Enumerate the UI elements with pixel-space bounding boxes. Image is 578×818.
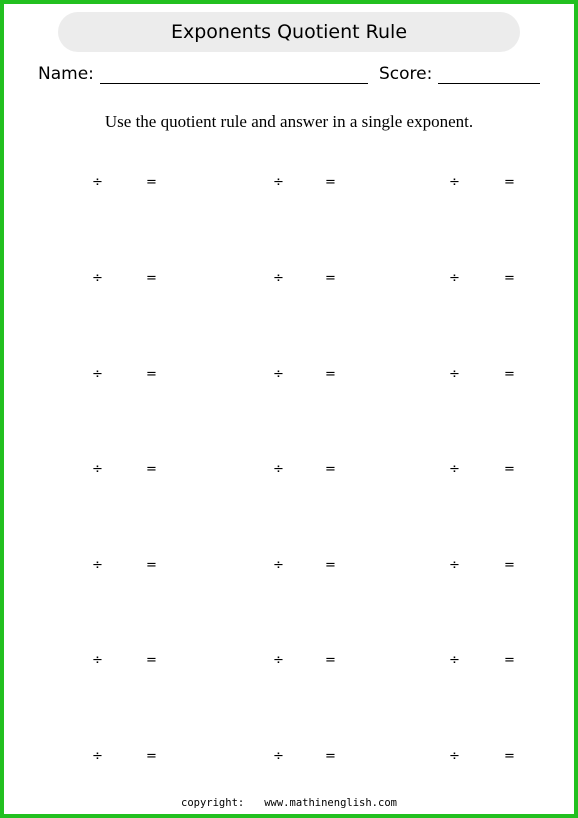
equals-sign: = (504, 653, 515, 668)
equals-sign: = (146, 367, 157, 382)
divide-sign: ÷ (449, 175, 460, 190)
equals-sign: = (504, 271, 515, 286)
divide-sign: ÷ (273, 367, 284, 382)
divide-sign: ÷ (92, 749, 103, 764)
divide-sign: ÷ (273, 749, 284, 764)
equals-sign: = (325, 558, 336, 573)
divide-sign: ÷ (273, 653, 284, 668)
worksheet-title-text: Exponents Quotient Rule (170, 21, 408, 43)
divide-sign: ÷ (273, 558, 284, 573)
worksheet-title (58, 12, 520, 52)
equals-sign: = (146, 462, 157, 477)
score-field[interactable] (379, 62, 540, 84)
divide-sign: ÷ (273, 462, 284, 477)
equals-sign: = (325, 653, 336, 668)
equals-sign: = (325, 749, 336, 764)
instructions: Use the quotient rule and answer in a single exponent. (104, 112, 474, 131)
equals-sign: = (325, 271, 336, 286)
equals-sign: = (146, 175, 157, 190)
equals-sign: = (504, 749, 515, 764)
footer (0, 797, 578, 809)
copyright-label: copyright: (181, 797, 245, 809)
equals-sign: = (504, 558, 515, 573)
site-link[interactable]: www.mathinenglish.com (264, 797, 397, 809)
name-label: Name: (38, 64, 94, 84)
name-field[interactable] (38, 62, 368, 84)
equals-sign: = (146, 653, 157, 668)
divide-sign: ÷ (449, 653, 460, 668)
divide-sign: ÷ (273, 271, 284, 286)
equals-sign: = (325, 462, 336, 477)
score-label: Score: (379, 64, 433, 84)
score-blank-line[interactable] (438, 66, 540, 84)
divide-sign: ÷ (449, 558, 460, 573)
name-blank-line[interactable] (100, 66, 368, 84)
divide-sign: ÷ (92, 653, 103, 668)
divide-sign: ÷ (449, 749, 460, 764)
equals-sign: = (504, 367, 515, 382)
equals-sign: = (146, 749, 157, 764)
divide-sign: ÷ (92, 367, 103, 382)
divide-sign: ÷ (449, 367, 460, 382)
equals-sign: = (504, 175, 515, 190)
divide-sign: ÷ (449, 462, 460, 477)
divide-sign: ÷ (449, 271, 460, 286)
equals-sign: = (146, 271, 157, 286)
divide-sign: ÷ (273, 175, 284, 190)
divide-sign: ÷ (92, 558, 103, 573)
equals-sign: = (146, 558, 157, 573)
divide-sign: ÷ (92, 462, 103, 477)
equals-sign: = (504, 462, 515, 477)
equals-sign: = (325, 175, 336, 190)
equals-sign: = (325, 367, 336, 382)
divide-sign: ÷ (92, 175, 103, 190)
divide-sign: ÷ (92, 271, 103, 286)
